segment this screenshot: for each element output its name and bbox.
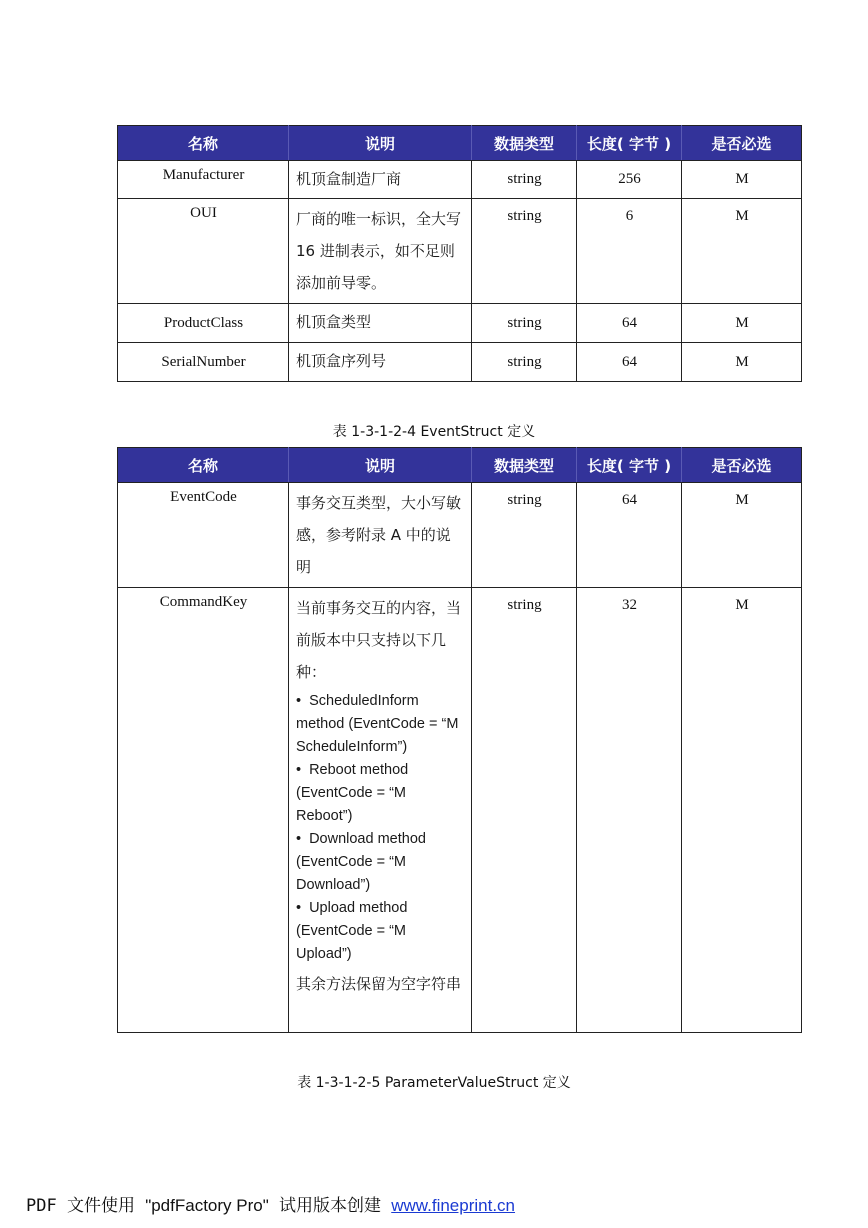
list-item: • Download method (EventCode = “M Download”)	[296, 828, 465, 897]
cell-description: 机顶盒序列号	[289, 343, 472, 382]
cell-type: string	[472, 588, 577, 1033]
cell-name: EventCode	[118, 483, 289, 588]
cell-type: string	[472, 304, 577, 343]
cell-length: 64	[577, 304, 682, 343]
header-description: 说明	[289, 448, 472, 483]
cell-description	[289, 588, 472, 1033]
description-intro: 当前事务交互的内容，当前版本中只支持以下几种：	[296, 599, 462, 681]
cell-description: 事务交互类型，大小写敏感，参考附录 A 中的说明	[289, 483, 472, 588]
cell-required: M	[682, 199, 802, 304]
table-row	[118, 588, 802, 1033]
table-caption: 表 1-3-1-2-5 ParameterValueStruct 定义	[297, 1075, 571, 1091]
table-row	[118, 304, 802, 343]
footer-product: "pdfFactory Pro"	[145, 1196, 269, 1215]
header-description: 说明	[289, 126, 472, 161]
table-row	[118, 343, 802, 382]
footer-prefix: PDF 文件使用	[26, 1196, 146, 1216]
cell-required: M	[682, 483, 802, 588]
cell-name: ProductClass	[118, 304, 289, 343]
cell-required: M	[682, 304, 802, 343]
header-length: 长度( 字节 )	[577, 126, 682, 161]
cell-name: SerialNumber	[118, 343, 289, 382]
header-required: 是否必选	[682, 126, 802, 161]
cell-length: 6	[577, 199, 682, 304]
cell-type: string	[472, 199, 577, 304]
header-name: 名称	[118, 126, 289, 161]
cell-required: M	[682, 343, 802, 382]
header-required: 是否必选	[682, 448, 802, 483]
cell-required: M	[682, 161, 802, 199]
list-item: • Reboot method (EventCode = “M Reboot”)	[296, 759, 465, 828]
method-list	[296, 688, 465, 966]
cell-name: CommandKey	[118, 588, 289, 1033]
cell-description: 机顶盒制造厂商	[289, 161, 472, 199]
table-row	[118, 199, 802, 304]
cell-name: OUI	[118, 199, 289, 304]
cell-type: string	[472, 161, 577, 199]
list-item: • ScheduledInform method (EventCode = “M ScheduleInform”)	[296, 690, 465, 759]
table-header-row	[118, 126, 802, 161]
device-id-table	[117, 125, 802, 382]
cell-type: string	[472, 483, 577, 588]
cell-length: 32	[577, 588, 682, 1033]
cell-length: 64	[577, 343, 682, 382]
cell-description: 机顶盒类型	[289, 304, 472, 343]
cell-type: string	[472, 343, 577, 382]
table-caption: 表 1-3-1-2-4 EventStruct 定义	[332, 424, 536, 440]
cell-length: 256	[577, 161, 682, 199]
cell-length: 64	[577, 483, 682, 588]
fineprint-link[interactable]: www.fineprint.cn	[391, 1196, 516, 1215]
table-row	[118, 161, 802, 199]
cell-required: M	[682, 588, 802, 1033]
table-header-row	[118, 448, 802, 483]
header-data-type: 数据类型	[472, 126, 577, 161]
cell-description: 厂商的唯一标识，全大写 16 进制表示，如不足则添加前导零。	[289, 199, 472, 304]
cell-name: Manufacturer	[118, 161, 289, 199]
pdf-watermark-footer	[26, 1191, 515, 1216]
footer-middle: 试用版本创建	[268, 1196, 392, 1216]
list-item: • Upload method (EventCode = “M Upload”)	[296, 897, 465, 966]
header-data-type: 数据类型	[472, 448, 577, 483]
table-row	[118, 483, 802, 588]
event-struct-table	[117, 447, 802, 1033]
description-outro: 其余方法保留为空字符串	[296, 975, 462, 993]
header-length: 长度( 字节 )	[577, 448, 682, 483]
header-name: 名称	[118, 448, 289, 483]
